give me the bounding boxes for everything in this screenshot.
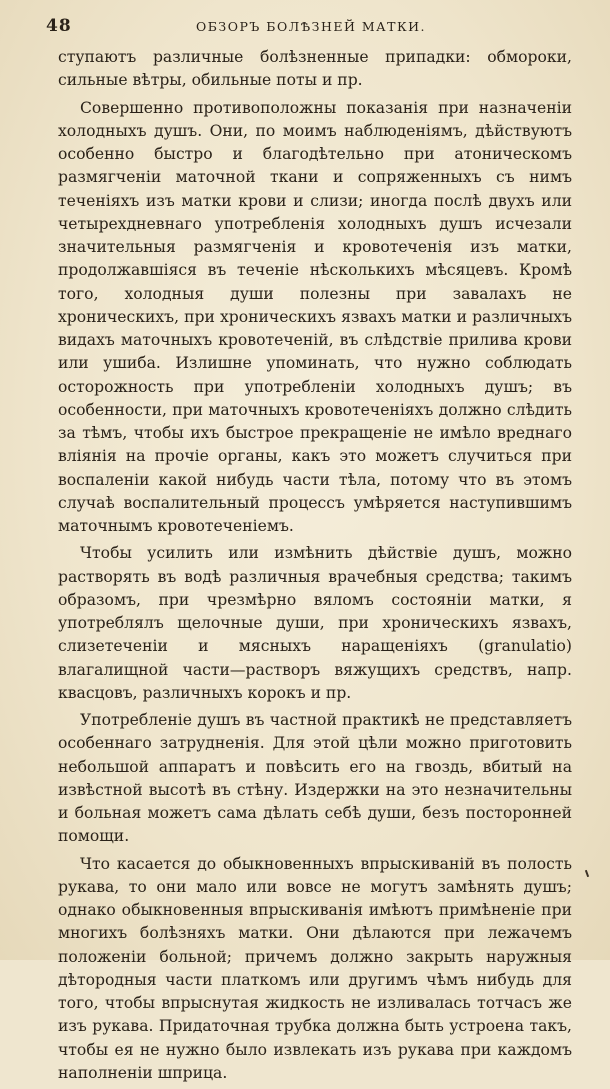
running-title: ОБЗОРЪ БОЛѢЗНЕЙ МАТКИ. [195,19,426,34]
paragraph-cold-showers: Совершенно противоположны показанія при назначеніи холодныхъ душъ. Они, по моимъ наблюденіямъ, дѣйствуютъ особенно быстро и благодѣтельно при атоническомъ размягченіи маточной ткани и сопряженныхъ съ нимъ теченіяхъ изъ матки крови и слизи; иногда послѣ двухъ или четырехдневнаго употребленія холодныхъ душъ исчезали значительныя размягченія и кровотеченія изъ матки, продолжавшіяся въ теченіе нѣсколькихъ мѣсяцевъ. Кромѣ того, холодныя души полезны при завалахъ не хроническихъ, при хроническихъ язвахъ матки и различныхъ видахъ маточныхъ кровотеченій, въ слѣдствіе прилива крови или ушиба. Излишне упоминать, что нужно соблюдать осторожность при употребленіи холодныхъ душъ; въ особенности, при маточныхъ кровотеченіяхъ должно слѣдить за тѣмъ, чтобы ихъ быстрое прекращеніе не имѣло вреднаго вліянія на прочіе органы, какъ это можетъ случиться при воспаленіи какой нибудь части тѣла, потому что въ этомъ случаѣ воспалительный процессъ умѣряется наступившимъ маточнымъ кровотеченіемъ. [58,98,572,535]
paragraph-injections: Что касается до обыкновенныхъ впрыскиваній въ полость рукава, то они мало или вовсе не могутъ замѣнять душъ; однако обыкновенныя впрыскиванія имѣютъ примѣненіе при многихъ болѣзняхъ матки. Они дѣлаются при лежачемъ положеніи больной; причемъ должно закрыть наружныя дѣтородныя части платкомъ или другимъ чѣмъ нибудь для того, чтобы впрыснутая жидкость не изливалась тотчасъ же изъ рукава. Придаточная трубка должна быть устроена такъ, чтобы ея не нужно было извлекать изъ рукава при каждомъ наполненіи шприца. [58,854,572,1082]
paragraph-continuation: ступаютъ различные болѣзненные припадки: обмороки, сильные вѣтры, обильные поты и пр. [58,48,572,90]
page-header [46,16,576,40]
paragraph-private-practice: Употребленіе душъ въ частной практикѣ не представляетъ особеннаго затрудненія. Для этой цѣли можно приготовить небольшой аппаратъ и повѣсить его на гвоздь, вбитый на извѣстной высотѣ въ стѣну. Издержки на это незначительны и больная можетъ сама дѣлать себѣ души, безъ посторонней помощи. [58,711,572,846]
body-text [58,46,572,1089]
ink-speck [585,870,589,877]
paragraph-medicated-showers: Чтобы усилить или измѣнить дѣйствіе душъ, можно растворять въ водѣ различныя врачебныя средства; такимъ образомъ, при чрезмѣрно вяломъ состояніи матки, я употреблялъ щелочные души, при хроническихъ язвахъ, слизетеченіи и мясныхъ наращеніяхъ (granulatio) влагалищной части—растворъ вяжущихъ средствъ, напр. квасцовъ, различныхъ корокъ и пр. [58,544,572,702]
page-number: 48 [46,16,72,36]
